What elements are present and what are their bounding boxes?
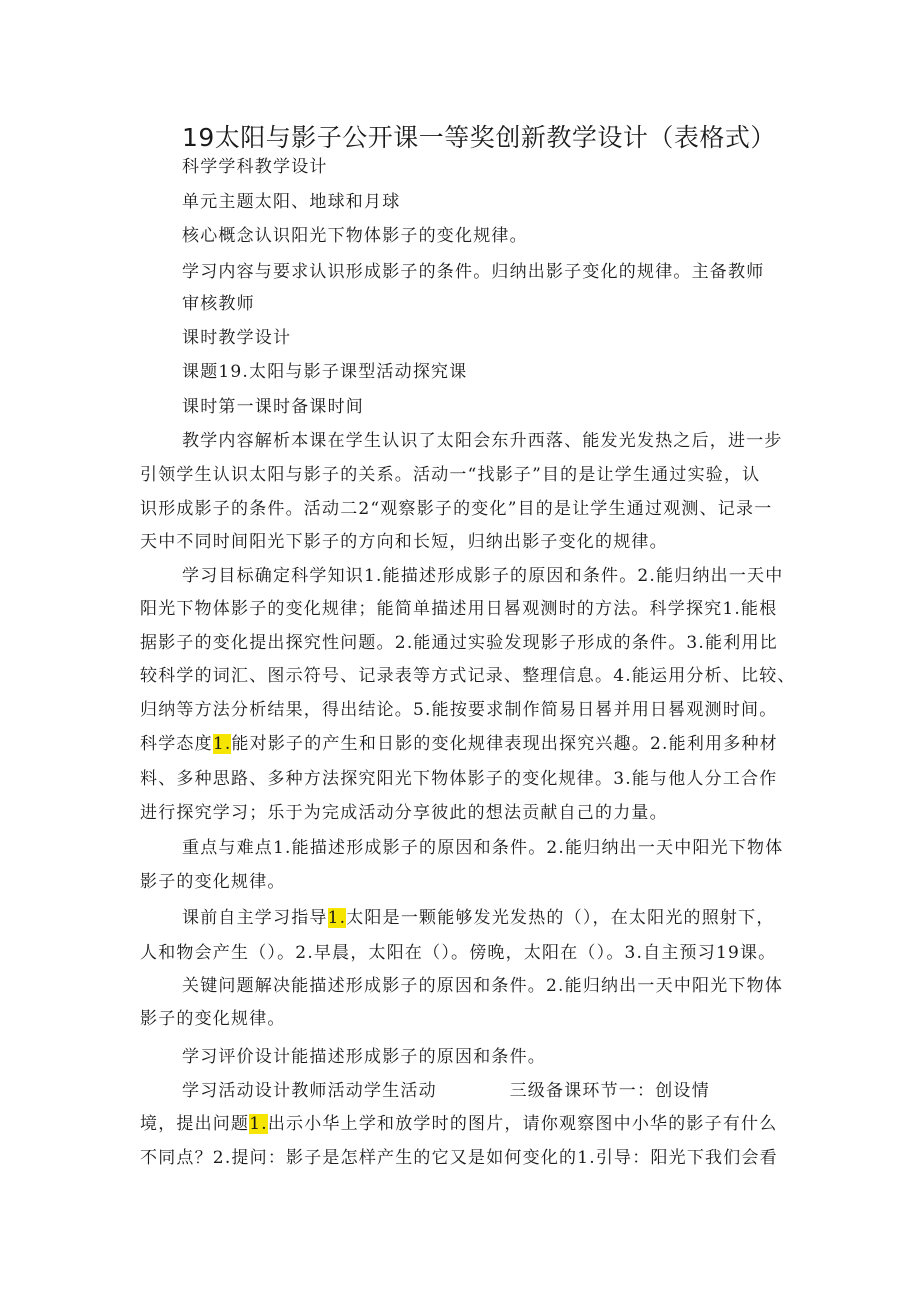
line-text: 能对影子的产生和日影的变化规律表现出探究兴趣。2.能利用多种材 — [231, 734, 778, 754]
text-line — [182, 903, 775, 928]
text-line: 料、多种思路、多种方法探究阳光下物体影子的变化规律。3.能与他人分工合作 — [140, 769, 778, 789]
text-line: 影子的变化规律。 — [140, 1009, 286, 1029]
text-line: 课时教学设计 — [182, 328, 292, 348]
text-line: 天中不同时间阳光下影子的方向和长短，归纳出影子变化的规律。 — [140, 532, 668, 552]
text-line: 教学内容解析本课在学生认识了太阳会东升西落、能发光发热之后，进一步 — [182, 431, 783, 451]
line-text: 太阳是一颗能够发光发热的（），在太阳光的照射下， — [346, 908, 775, 928]
highlighted-text: 1. — [249, 1114, 268, 1134]
text-line: 阳光下物体影子的变化规律；能简单描述用日晷观测时的方法。科学探究1.能根 — [140, 599, 778, 619]
text-line: 不同点？2.提问：影子是怎样产生的它又是如何变化的1.引导：阳光下我们会看 — [140, 1148, 778, 1168]
document-title: 19太阳与影子公开课一等奖创新教学设计（表格式） — [182, 123, 776, 152]
line-text: 科学态度 — [140, 734, 213, 754]
text-line: 归纳等方法分析结果，得出结论。5.能按要求制作简易日晷并用日晷观测时间。 — [140, 700, 778, 720]
text-line: 重点与难点1.能描述形成影子的原因和条件。2.能归纳出一天中阳光下物体 — [182, 838, 784, 858]
text-line: 学习内容与要求认识形成影子的条件。归纳出影子变化的规律。主备教师 — [182, 262, 765, 282]
text-line: 进行探究学习；乐于为完成活动分享彼此的想法贡献自己的力量。 — [140, 803, 668, 823]
text-line — [140, 729, 778, 754]
highlighted-text: 1. — [327, 908, 347, 928]
text-line: 人和物会产生（）。2.早晨，太阳在（）。傍晚，太阳在（）。3.自主预习19课。 — [140, 943, 777, 963]
line-text: 出示小华上学和放学时的图片，请你观察图中小华的影子有什么 — [267, 1114, 778, 1134]
text-line: 引领学生认识太阳与影子的关系。活动一“找影子”目的是让学生通过实验，认 — [140, 465, 761, 485]
text-line: 单元主题太阳、地球和月球 — [182, 192, 401, 212]
text-line: 审核教师 — [182, 294, 255, 314]
text-line: 较科学的词汇、图示符号、记录表等方式记录、整理信息。4.能运用分析、比较、 — [140, 666, 796, 686]
text-line — [140, 1109, 777, 1134]
text-line: 据影子的变化提出探究性问题。2.能通过实验发现影子形成的条件。3.能利用比 — [140, 633, 778, 653]
text-line: 识形成影子的条件。活动二2“观察影子的变化”目的是让学生通过观测、记录一 — [140, 499, 773, 519]
text-line: 关键问题解决能描述形成影子的原因和条件。2.能归纳出一天中阳光下物体 — [182, 976, 784, 996]
text-line: 影子的变化规律。 — [140, 872, 286, 892]
text-line: 核心概念认识阳光下物体影子的变化规律。 — [182, 226, 528, 246]
line-text: 课前自主学习指导 — [182, 908, 328, 928]
highlighted-text: 1. — [212, 734, 232, 754]
text-line: 科学学科教学设计 — [182, 157, 328, 177]
line-text: 境，提出问题 — [140, 1114, 250, 1134]
text-line: 课题19.太阳与影子课型活动探究课 — [182, 362, 468, 382]
text-line: 学习评价设计能描述形成影子的原因和条件。 — [182, 1047, 546, 1067]
text-line: 学习目标确定科学知识1.能描述形成影子的原因和条件。2.能归纳出一天中 — [182, 566, 784, 586]
text-line: 学习活动设计教师活动学生活动 三级备课环节一：创设情 — [182, 1081, 710, 1101]
text-line: 课时第一课时备课时间 — [182, 397, 364, 417]
